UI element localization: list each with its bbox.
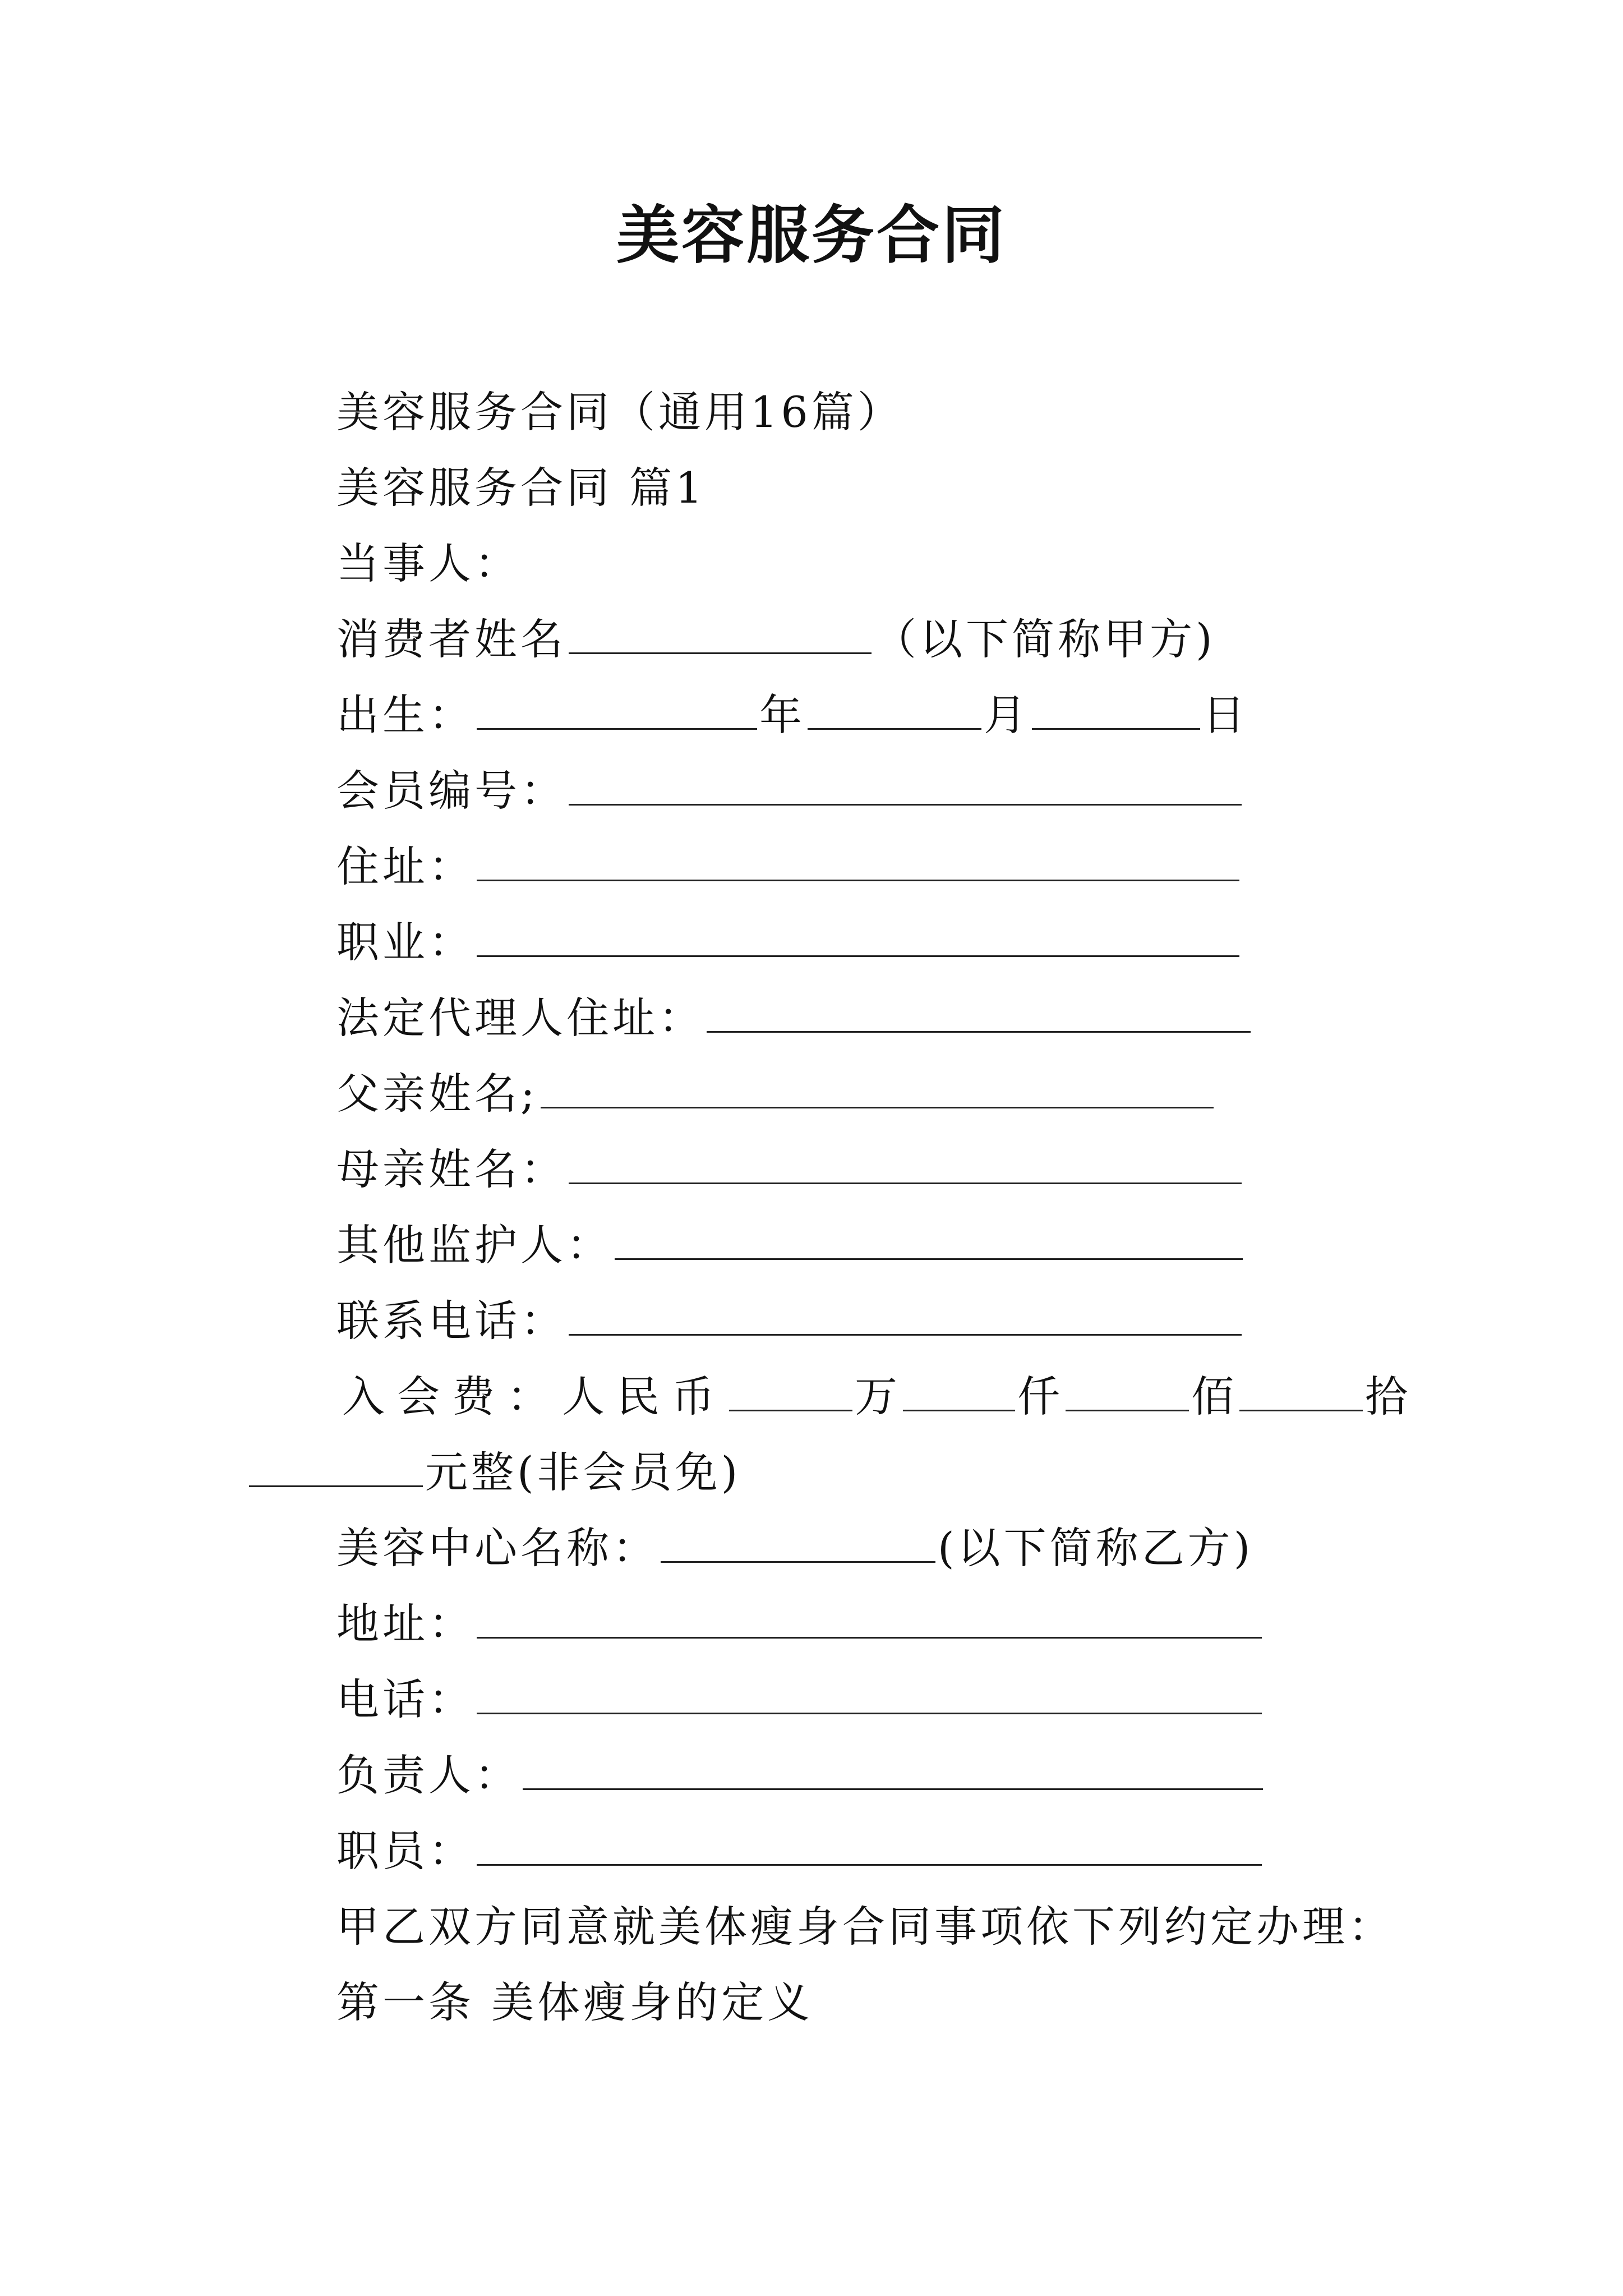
mother-name-blank bbox=[569, 1149, 1242, 1184]
center-name-label: 美容中心名称： bbox=[336, 1523, 658, 1573]
party-label: 当事人： bbox=[336, 539, 520, 588]
other-guardian-blank bbox=[615, 1225, 1243, 1260]
fee-label: 入会费：人民币 bbox=[342, 1372, 727, 1421]
article-1-heading: 第一条 美体瘦身的定义 bbox=[336, 1977, 814, 2027]
member-no-row bbox=[336, 760, 1244, 822]
occupation-row bbox=[336, 912, 1242, 973]
mother-name-label: 母亲姓名： bbox=[336, 1144, 566, 1194]
guardian-address-blank bbox=[707, 997, 1251, 1033]
bai-label: 佰 bbox=[1191, 1372, 1237, 1421]
document-subtitle: 美容服务合同（通用16篇） bbox=[336, 387, 903, 437]
address-blank bbox=[477, 846, 1239, 881]
consumer-name-suffix: （以下简称甲方) bbox=[874, 614, 1216, 664]
member-no-blank bbox=[569, 770, 1242, 806]
center-name-suffix: (以下简称乙方) bbox=[938, 1523, 1254, 1573]
father-name-blank bbox=[541, 1073, 1214, 1108]
consumer-name-blank bbox=[569, 619, 872, 654]
birth-row bbox=[336, 684, 1248, 746]
fee-shi-blank bbox=[1239, 1376, 1363, 1411]
center-name-row bbox=[336, 1517, 1253, 1579]
consumer-name-row bbox=[336, 609, 1216, 670]
other-guardian-row bbox=[336, 1214, 1245, 1276]
wan-label: 万 bbox=[855, 1372, 901, 1421]
principal-row bbox=[336, 1745, 1265, 1806]
guardian-address-row bbox=[336, 987, 1253, 1049]
fee-row bbox=[342, 1366, 1411, 1428]
fee-yuan-blank bbox=[249, 1452, 423, 1487]
center-address-row bbox=[336, 1593, 1264, 1655]
birth-month-blank bbox=[808, 694, 981, 730]
center-name-blank bbox=[661, 1527, 935, 1563]
center-address-blank bbox=[477, 1603, 1262, 1639]
mother-name-row bbox=[336, 1139, 1244, 1200]
center-address-label: 地址： bbox=[336, 1599, 474, 1649]
staff-row bbox=[336, 1820, 1264, 1882]
birth-label: 出生： bbox=[336, 690, 474, 740]
phone-blank bbox=[569, 1300, 1242, 1336]
occupation-blank bbox=[477, 922, 1239, 957]
shi-label: 拾 bbox=[1365, 1372, 1411, 1421]
qian-label: 仟 bbox=[1017, 1372, 1063, 1421]
address-label: 住址： bbox=[336, 841, 474, 891]
year-label: 年 bbox=[759, 690, 805, 740]
phone-label: 联系电话： bbox=[336, 1296, 566, 1346]
fee-qian-blank bbox=[903, 1376, 1015, 1411]
member-no-label: 会员编号： bbox=[336, 766, 566, 816]
staff-label: 职员： bbox=[336, 1826, 474, 1876]
birth-day-blank bbox=[1032, 694, 1200, 730]
center-phone-blank bbox=[477, 1679, 1262, 1714]
center-phone-label: 电话： bbox=[336, 1674, 474, 1724]
consumer-name-label: 消费者姓名 bbox=[336, 614, 566, 664]
agreement-statement: 甲乙双方同意就美体瘦身合同事项依下列约定办理： bbox=[336, 1902, 1394, 1952]
fee-continuation-row bbox=[247, 1442, 741, 1503]
father-name-label: 父亲姓名; bbox=[336, 1069, 538, 1119]
staff-blank bbox=[477, 1830, 1262, 1866]
day-label: 日 bbox=[1202, 690, 1248, 740]
fee-wan-blank bbox=[729, 1376, 852, 1411]
principal-label: 负责人： bbox=[336, 1750, 520, 1800]
father-name-row bbox=[336, 1063, 1216, 1125]
document-title: 美容服务合同 bbox=[616, 199, 1007, 272]
occupation-label: 职业： bbox=[336, 917, 474, 967]
fee-suffix: 元整(非会员免) bbox=[425, 1447, 741, 1497]
birth-year-blank bbox=[477, 694, 757, 730]
other-guardian-label: 其他监护人： bbox=[336, 1220, 612, 1270]
fee-bai-blank bbox=[1066, 1376, 1189, 1411]
principal-blank bbox=[523, 1755, 1263, 1790]
phone-row bbox=[336, 1290, 1244, 1352]
month-label: 月 bbox=[984, 690, 1030, 740]
address-row bbox=[336, 836, 1242, 898]
center-phone-row bbox=[336, 1669, 1264, 1731]
part-heading: 美容服务合同 篇1 bbox=[336, 463, 706, 513]
guardian-address-label: 法定代理人住址： bbox=[336, 993, 704, 1043]
